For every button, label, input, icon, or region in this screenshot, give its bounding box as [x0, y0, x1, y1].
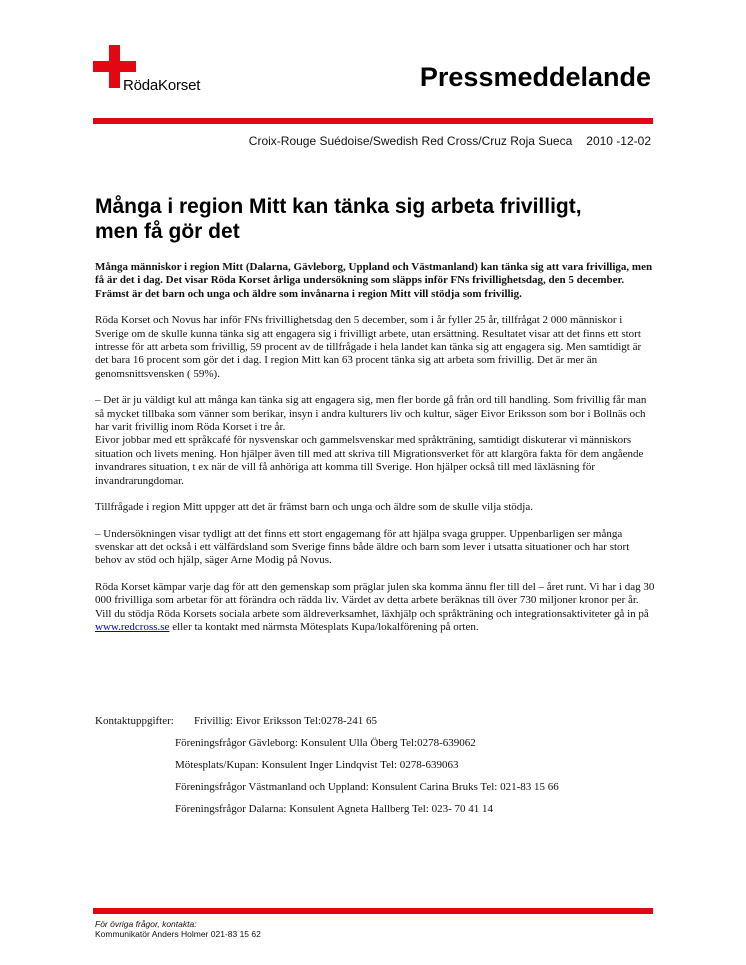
org-names: Croix-Rouge Suédoise/Swedish Red Cross/Cruz Roja Sueca	[248, 134, 573, 148]
footer-note: För övriga frågor, kontakta:	[95, 919, 197, 929]
paragraph	[95, 394, 655, 488]
org-line	[249, 134, 651, 148]
contact-item: Mötesplats/Kupan: Konsulent Inger Lindqvist Tel: 0278-639063	[175, 759, 459, 771]
release-date: 2010 -12-02	[586, 134, 651, 148]
paragraph-text: Röda Korset kämpar varje dag för att den gemenskap som präglar julen ska komma ännu fler till del – året runt. Vi har i dag 30 000 frivilliga som arbetar för att förändra och rädda liv. Värdet av detta arbete beräknas till över 730 miljoner kronor per år. Vill du stödja Röda Korsets sociala arbete som äldreverksamhet, läxhjälp och språkträning och integrationsaktiviteter gå in på	[95, 580, 655, 620]
contact-list	[95, 714, 655, 824]
contact-row	[95, 780, 655, 802]
article-body	[95, 261, 655, 647]
contacts-label: Kontaktuppgifter:	[95, 715, 174, 727]
lead-paragraph: Många människor i region Mitt (Dalarna, Gävleborg, Uppland och Västmanland) kan tänka sig att vara frivilliga, men få är det i dag. Det visar Röda Korset årliga undersökning som släpps inför FNs frivillighetsdag, den 5 december. Främst är det barn och unga och äldre som invånarna i region Mitt vill stödja som frivillig.	[95, 261, 653, 300]
footer	[95, 919, 261, 939]
red-cross-logo	[93, 45, 233, 105]
page-title: Pressmeddelande	[419, 62, 651, 92]
paragraph: – Undersökningen visar tydligt att det finns ett stort engagemang för att hjälpa svaga grupper. Uppenbarligen ser många svenskar att det också i ett välfärdsland som Sverige finns både äldre och barn som lever i utsatta situationer och har stort behov av stöd och hjälp, säger Arne Modig på Novus.	[95, 527, 630, 567]
paragraph: Röda Korset och Novus har inför FNs frivillighetsdag den 5 december, som i år fyller 25 år, tillfrågat 2 000 människor i Sverige om de skulle kunna tänka sig att engagera sig i frivilligt arbete, utan ersättning. Resultatet visar att det finns ett stort intresse för att arbeta som frivillig, 59 procent av de tillfrågade i hela landet kan tänka sig att engagera sig. Men samtidigt är det bara 16 procent som gör det i dag. I region Mitt kan 63 procent tänka sig att arbeta som frivillig. Det är mer än genomsnittsvensken ( 59%).	[95, 314, 642, 380]
paragraph-text: eller ta kontakt med närmsta Mötesplats Kupa/lokalförening på orten.	[169, 620, 479, 633]
footer-contact: Kommunikatör Anders Holmer 021-83 15 62	[95, 929, 261, 939]
contact-row	[95, 714, 655, 736]
paragraph: Tillfrågade i region Mitt uppger att det är främst barn och unga och äldre som de skulle vilja stödja.	[95, 501, 533, 514]
paragraph	[95, 581, 655, 635]
redcross-link[interactable]: www.redcross.se	[95, 620, 170, 633]
header-divider	[93, 118, 653, 124]
contact-item: Föreningsfrågor Dalarna: Konsulent Agneta Hallberg Tel: 023- 70 41 14	[175, 803, 494, 815]
contact-item: Föreningsfrågor Västmanland och Uppland: Konsulent Carina Bruks Tel: 021-83 15 66	[175, 781, 559, 793]
contact-row	[95, 758, 655, 780]
quote-text: – Det är ju väldigt kul att många kan tänka sig att engagera sig, men fler borde gå från ord till handling. Som frivillig får man så mycket tillbaka som vänner som berikar, insyn i andra kulturers liv och kultur, säger Eivor Eriksson som bor i Bollnäs och har varit frivillig inom Röda Korset i tre år.	[95, 394, 647, 434]
contact-item: Frivillig: Eivor Eriksson Tel:0278-241 65	[194, 715, 377, 727]
contact-row	[95, 736, 655, 758]
red-cross-icon-bar	[93, 61, 136, 72]
footer-divider	[93, 908, 653, 914]
headline: Många i region Mitt kan tänka sig arbeta frivilligt, men få gör det	[95, 195, 582, 243]
contact-row	[95, 802, 655, 824]
paragraph-text: Eivor jobbar med ett språkcafé för nysvenskar och gammelsvenskar med språkträning, samtidigt diskuterar vi människors situation och livets mening. Hon hjälper även till med att skriva till Migrationsverket för att klargöra fakta för dem angående invandrares situation, t ex när de vill få anhöriga att komma till Sverige. Hon hjälper också till med läxläsning för invandrarungdomar.	[95, 434, 644, 487]
contact-item: Föreningsfrågor Gävleborg: Konsulent Ulla Öberg Tel:0278-639062	[175, 737, 476, 749]
logo-text: RödaKorset	[123, 77, 201, 94]
